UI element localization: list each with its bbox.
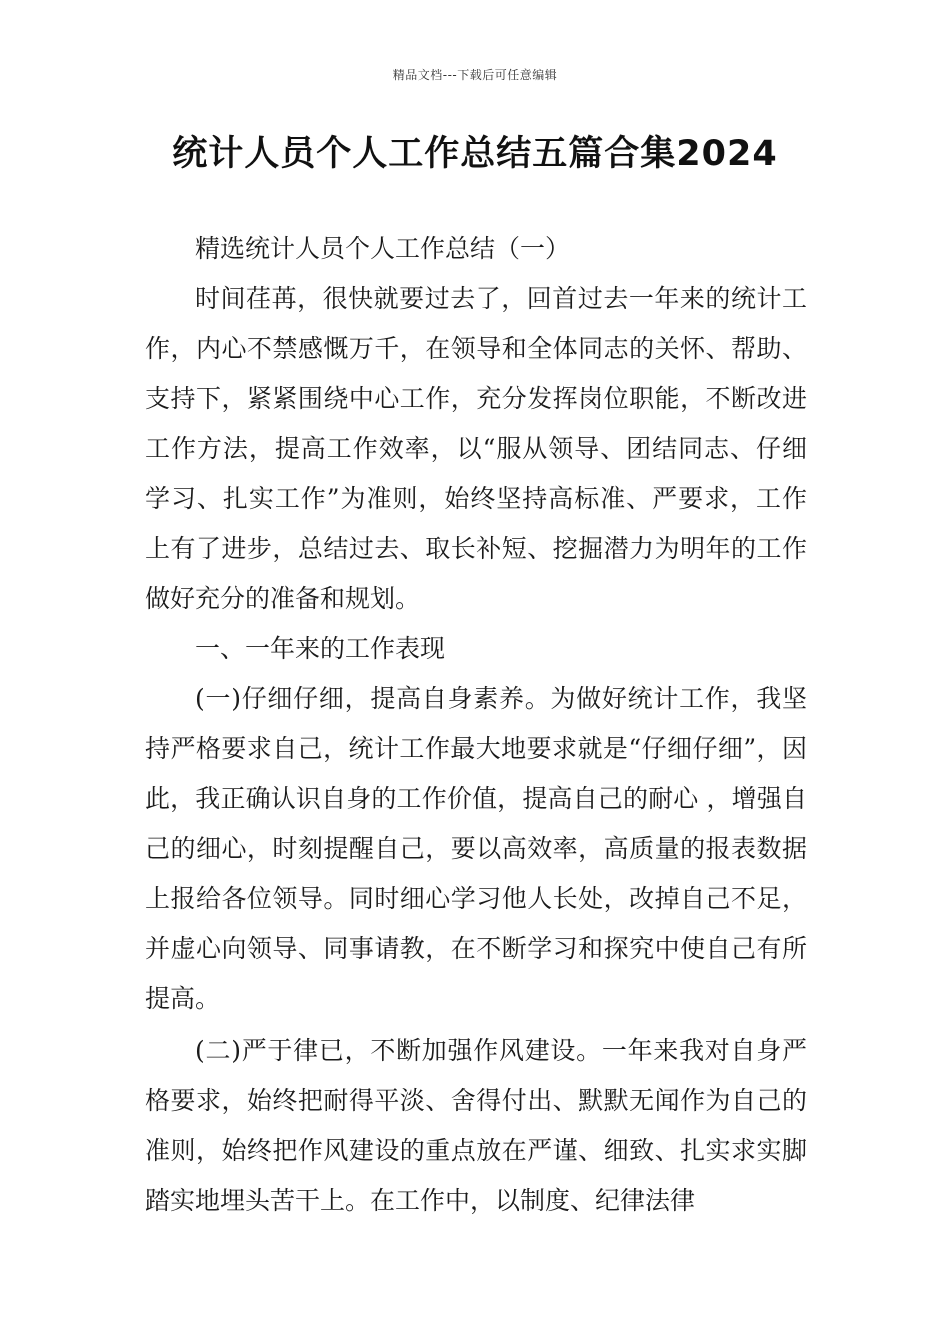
section-subheading: 一、一年来的工作表现 [195,634,446,663]
document-body [145,224,807,1226]
header-note: 精品文档---下载后可任意编辑 [392,68,558,82]
paragraph-item-2: (二)严于律已，不断加强作风建设。一年来我对自身严格要求，始终把耐得平淡、舍得付出、默默无闻作为自己的准则，始终把作风建设的重点放在严谨、细致、扎实求实脚踏实地埋头苦干上。在工作中，以制度、纪律法律 [145,1036,807,1215]
section-heading: 精选统计人员个人工作总结（一） [195,234,571,263]
paragraph-intro: 时间荏苒，很快就要过去了，回首过去一年来的统计工作，内心不禁感慨万千，在领导和全体同志的关怀、帮助、支持下，紧紧围绕中心工作，充分发挥岗位职能，不断改进工作方法，提高工作效率，以“服从领导、团结同志、仔细学习、扎实工作”为准则，始终坚持高标准、严要求，工作上有了进步，总结过去、取长补短、挖掘潜力为明年的工作做好充分的准备和规划。 [145,284,807,613]
paragraph-item-1: (一)仔细仔细，提高自身素养。为做好统计工作，我坚持严格要求自己，统计工作最大地要求就是“仔细仔细”，因此，我正确认识自身的工作价值，提高自己的耐心 ，增强自己的细心，时刻提醒自己，要以高效率，高质量的报表数据上报给各位领导。同时细心学习他人长处，改掉自己不足，并虚心向领导、同事请教，在不断学习和探究中使自己有所提高。 [145,684,807,1013]
document-title: 统计人员个人工作总结五篇合集2024 [172,134,778,174]
